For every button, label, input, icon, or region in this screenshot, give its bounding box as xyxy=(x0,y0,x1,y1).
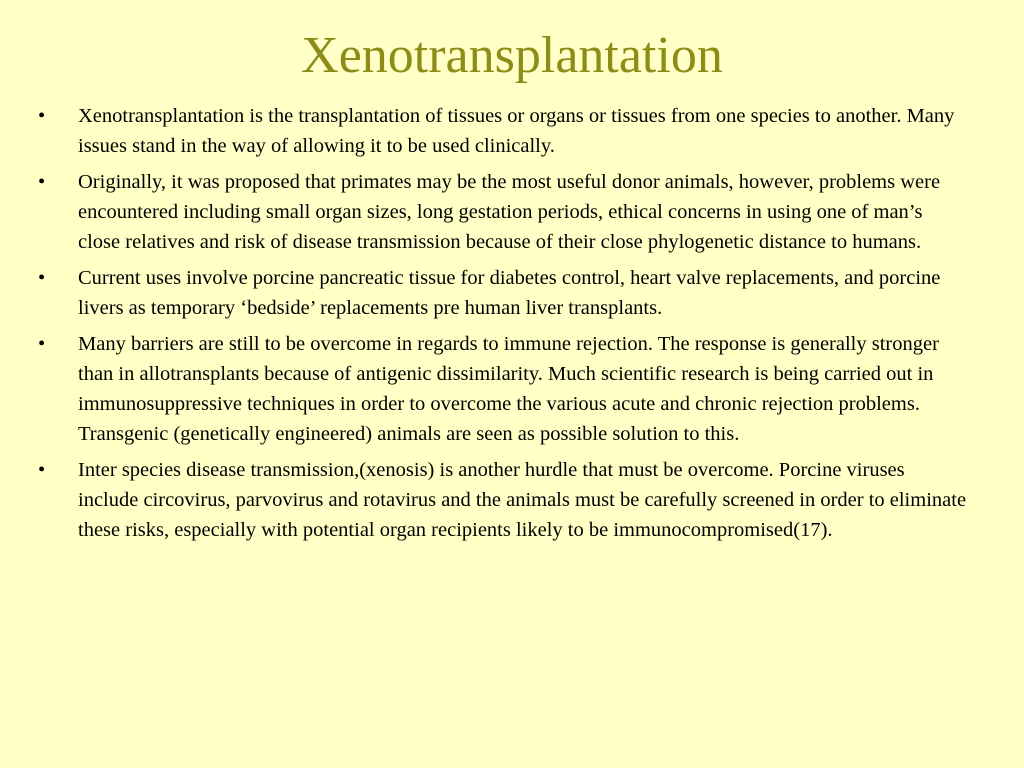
bullet-list xyxy=(38,101,968,551)
bullet-icon: • xyxy=(38,333,46,355)
bullet-icon: • xyxy=(38,459,46,481)
bullet-icon: • xyxy=(38,171,46,193)
bullet-item xyxy=(38,101,968,161)
bullet-text: Originally, it was proposed that primates may be the most useful donor animals, however, problems were encountered including small organ sizes, long gestation periods, ethical concerns in using one of man’s close relatives and risk of disease transmission because of their close phylogenetic distance to humans. xyxy=(78,171,941,253)
bullet-item xyxy=(38,455,968,545)
bullet-text: Xenotransplantation is the transplantation of tissues or organs or tissues from one species to another. Many issues stand in the way of allowing it to be used clinically. xyxy=(78,105,955,157)
slide-title: Xenotransplantation xyxy=(301,27,723,84)
bullet-text: Inter species disease transmission,(xenosis) is another hurdle that must be overcome. Porcine viruses include circovirus, parvovirus and rotavirus and the animals must be carefully screened in order to eliminate these risks, especially with potential organ recipients likely to be immunocompromised(17). xyxy=(78,459,967,541)
bullet-item xyxy=(38,329,968,449)
bullet-icon: • xyxy=(38,105,46,127)
bullet-text: Many barriers are still to be overcome in regards to immune rejection. The response is generally stronger than in allotransplants because of antigenic dissimilarity. Much scientific research is being carried out in immunosuppressive techniques in order to overcome the various acute and chronic rejection problems. Transgenic (genetically engineered) animals are seen as possible solution to this. xyxy=(78,333,939,445)
bullet-icon: • xyxy=(38,267,46,289)
bullet-item xyxy=(38,263,968,323)
bullet-item xyxy=(38,167,968,257)
bullet-text: Current uses involve porcine pancreatic tissue for diabetes control, heart valve replacements, and porcine livers as temporary ‘bedside’ replacements pre human liver transplants. xyxy=(78,267,941,319)
